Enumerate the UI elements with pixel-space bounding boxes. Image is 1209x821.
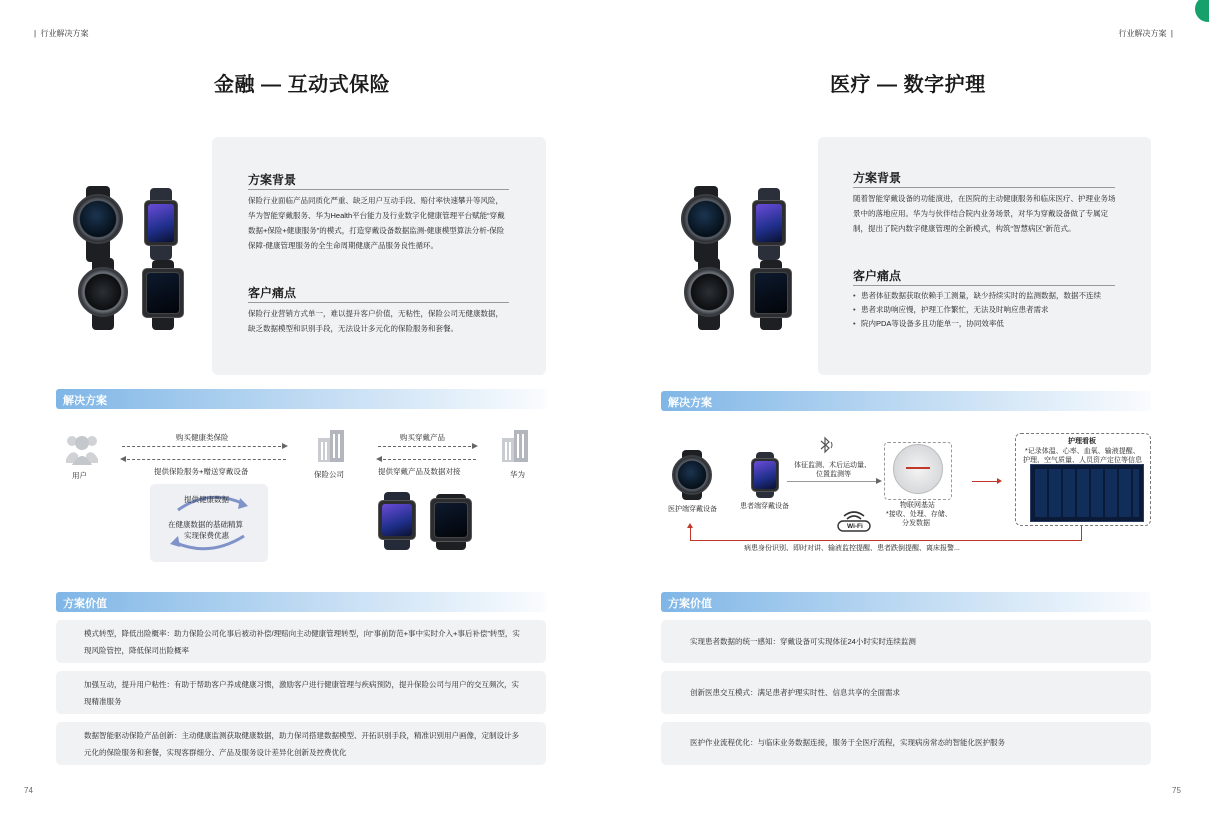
left-pain-text: 保险行业营销方式单一，难以提升客户价值，无粘性，保险公司无健康数据，缺乏数据模型和识别手段，无法设计多元化的保险服务和套餐。	[248, 309, 503, 333]
left-solution-band: 解决方案	[56, 389, 546, 409]
right-value-text-3: 医护作业流程优化：与临床业务数据连接，服务于全医疗流程，实现病房常态的智能化医护服务	[690, 738, 1005, 747]
divider	[248, 302, 509, 303]
left-value-band: 方案价值	[56, 592, 546, 612]
loop-text-1: 在健康数据的基础精算	[168, 520, 243, 529]
arrow-icon	[972, 481, 1000, 482]
iot-desc-2: 分发数据	[902, 520, 930, 527]
right-background-text: 随着智能穿戴设备的功能演进，在医院的主动健康服务和临床医疗、护理业务场景中的落地应用。华为与伙伴结合院内业务场景，对华为穿戴设备做了专属定制，提出了院内数字健康管理的全新模式，构筑“智慧病区”新范式。	[853, 194, 1116, 233]
left-value-text-2: 加强互动，提升用户粘性：有助于帮助客户养成健康习惯，激励客户进行健康管理与疾病预防，提升保险公司与用户的交互频次，实现精准服务	[84, 680, 519, 706]
header-tag-right: 行业解决方案 |	[1118, 29, 1173, 38]
return-line	[1081, 526, 1082, 541]
return-line	[690, 528, 691, 540]
arrow-icon	[378, 459, 476, 460]
left-background-text: 保险行业面临产品同质化严重、缺乏用户互动手段、赔付率快速攀升等风险，华为智能穿戴服务、华为Health平台能力及行业数字化健康管理平台赋能“穿戴数据+保险+健康服务”的模式，打造穿戴设备数据监测-健康模型算法分析-保险保障-健康管理服务的全生命周期健康产品服务良性循环。	[248, 196, 505, 250]
iot-desc-1: *接收、处理、存储、	[886, 511, 952, 518]
building-icon	[316, 428, 348, 469]
dashboard-desc-2: 护理、空气质量、人员资产定位等信息	[1023, 457, 1142, 464]
return-line	[690, 540, 1082, 541]
right-value-band: 方案价值	[661, 592, 1151, 612]
dashboard-title: 护理看板	[1068, 438, 1096, 445]
iot-base-station-icon	[893, 444, 943, 494]
dashboard-desc-1: *记录体温、心率、血氧、输液提醒、	[1025, 448, 1140, 455]
arrow-head	[997, 478, 1002, 484]
right-value-text-2: 创新医患交互模式：满足患者护理实时性、信息共享的全面需求	[690, 688, 900, 697]
divider	[853, 187, 1115, 188]
patient-device-label: 患者端穿戴设备	[740, 503, 789, 510]
left-background-heading: 方案背景	[248, 173, 297, 187]
arrow-icon	[787, 481, 880, 482]
list-item: • 患者体征数据获取依赖手工测量，缺少持续实时的监测数据，数据不连续	[853, 289, 1115, 303]
divider	[248, 189, 509, 190]
right-pain-list	[853, 289, 1115, 331]
bluetooth-icon	[818, 436, 834, 459]
right-pain-heading: 客户痛点	[853, 269, 902, 283]
user-label: 用户	[72, 471, 87, 480]
provide-health-label: 提供健康数据	[184, 495, 229, 504]
buy-insurance-label: 购买健康类保险	[176, 433, 229, 442]
list-item: • 院内PDA等设备多且功能单一，协同效率低	[853, 317, 1115, 331]
arrow-icon	[122, 446, 286, 447]
monitor-text-1: 体征监测、术后运动量、	[794, 462, 871, 469]
medical-device-label: 医护端穿戴设备	[668, 506, 717, 513]
header-tag-left: | 行业解决方案	[34, 29, 89, 38]
provide-service-label: 提供保险服务+赠送穿戴设备	[154, 467, 249, 476]
arrow-icon	[378, 446, 476, 447]
right-page-title: 医疗 — 数字护理	[830, 74, 986, 96]
left-value-text-1: 模式转型，降低出险概率：助力保险公司化事后被动补偿/理赔向主动健康管理转型，向“事前防范+事中实时介入+事后补偿”转型，实现风险管控，降低保司出险概率	[84, 629, 520, 655]
right-solution-band: 解决方案	[661, 391, 1151, 411]
building-icon	[500, 428, 532, 469]
huawei-label: 华为	[510, 470, 525, 479]
buy-wearable-label: 购买穿戴产品	[400, 433, 445, 442]
insurer-label: 保险公司	[314, 470, 344, 479]
loop-text-2: 实现保费优惠	[184, 531, 229, 540]
divider	[853, 285, 1115, 286]
user-group-icon	[64, 431, 100, 472]
right-value-text-1: 实现患者数据的统一感知：穿戴设备可实现体征24小时实时连续监测	[690, 637, 916, 646]
left-value-text-3: 数据智能驱动保险产品创新：主动健康监测获取健康数据，助力保司搭建数据模型、开拓识别手段，精准识别用户画像，定制设计多元化的保险服务和套餐，实现客群细分、产品及服务设计差异化创新及控费优化	[84, 731, 519, 757]
corner-badge-icon	[1195, 0, 1209, 22]
return-text: 病患身份识别、即时对讲、输液监控提醒、患者跌倒提醒、离床报警...	[744, 545, 960, 552]
arrow-head	[687, 523, 693, 528]
iot-label: 物联网基站	[900, 502, 935, 509]
left-page-number: 74	[24, 786, 33, 795]
monitor-text-2: 位置监测等	[816, 471, 851, 478]
list-item: • 患者求助响应慢，护理工作繁忙，无法及时响应患者需求	[853, 303, 1115, 317]
left-page-title: 金融 — 互动式保险	[214, 74, 391, 96]
arrow-icon	[122, 459, 286, 460]
wifi-label: Wi-Fi	[847, 523, 863, 530]
left-pain-heading: 客户痛点	[248, 286, 297, 300]
right-background-heading: 方案背景	[853, 171, 902, 185]
provide-products-label: 提供穿戴产品及数据对接	[378, 467, 461, 476]
right-page-number: 75	[1172, 786, 1181, 795]
dashboard-screen	[1030, 464, 1144, 522]
iot-logo-mark	[906, 467, 930, 469]
